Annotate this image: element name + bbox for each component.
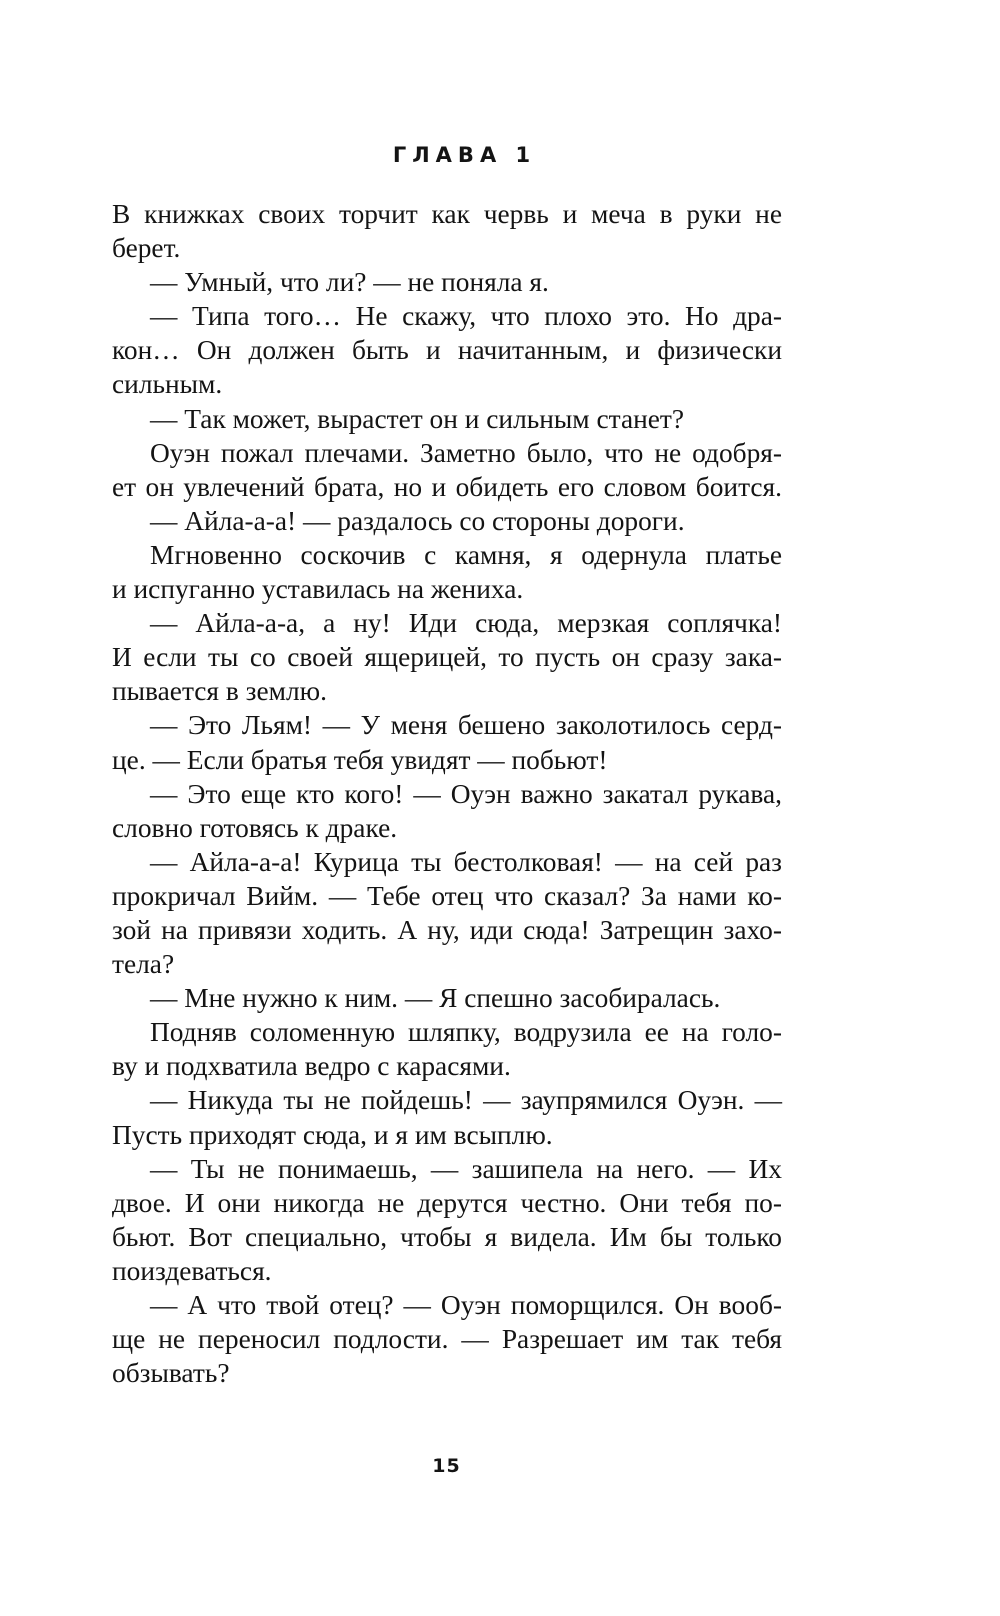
chapter-heading: ГЛАВА 1 bbox=[392, 143, 537, 167]
text-line: пывается в землю. bbox=[112, 676, 327, 707]
text-line: — Айла-а-а! Курица ты бестолковая! — на сей раз bbox=[150, 846, 782, 877]
text-line: Оуэн пожал плечами. Заметно было, что не одобря- bbox=[150, 437, 782, 468]
text-line: ву и подхватила ведро с карасями. bbox=[112, 1051, 511, 1082]
text-line: — Мне нужно к ним. — Я спешно засобиралась. bbox=[150, 983, 721, 1014]
text-line: — Ты не понимаешь, — зашипела на него. — Их bbox=[150, 1153, 782, 1184]
text-line: — Никуда ты не пойдешь! — заупрямился Оуэн. — bbox=[150, 1085, 782, 1116]
text-line: — Это еще кто кого! — Оуэн важно закатал рукава, bbox=[150, 778, 782, 809]
text-line: — Это Льям! — У меня бешено заколотилось серд- bbox=[150, 710, 782, 741]
text-line: — А что твой отец? — Оуэн поморщился. Он вооб- bbox=[150, 1290, 782, 1320]
text-line: — Так может, вырастет он и сильным станет? bbox=[150, 403, 685, 434]
text-line: зой на привязи ходить. А ну, иди сюда! Затрещин захо- bbox=[112, 914, 782, 945]
text-line: ще не переносил подлости. — Разрешает им так тебя bbox=[112, 1324, 782, 1355]
text-line: двое. И они никогда не дерутся честно. Они тебя по- bbox=[112, 1187, 782, 1218]
text-line: — Типа того… Не скажу, что плохо это. Но дра- bbox=[150, 301, 782, 332]
text-line: — Айла-а-а, а ну! Иди сюда, мерзкая соплячка! bbox=[150, 608, 782, 639]
text-line: поиздеваться. bbox=[112, 1255, 272, 1286]
text-line: ет он увлечений брата, но и обидеть его словом боится. bbox=[112, 471, 782, 502]
text-line: обзывать? bbox=[112, 1358, 230, 1389]
text-line: — Умный, что ли? — не поняла я. bbox=[150, 267, 549, 298]
text-line: берет. bbox=[112, 233, 181, 264]
text-line: Мгновенно соскочив с камня, я одернула платье bbox=[150, 539, 782, 570]
text-line: — Айла-а-а! — раздалось со стороны дороги. bbox=[150, 505, 685, 536]
text-line: прокричал Вийм. — Тебе отец что сказал? За нами ко- bbox=[112, 880, 782, 911]
text-line: Подняв соломенную шляпку, водрузила ее на голо- bbox=[150, 1017, 782, 1048]
text-line: Пусть приходят сюда, и я им всыплю. bbox=[112, 1119, 553, 1150]
text-line: В книжках своих торчит как червь и меча в руки не bbox=[112, 199, 782, 229]
body-text bbox=[112, 197, 782, 1390]
text-line: И если ты со своей ящерицей, то пусть он сразу зака- bbox=[112, 642, 782, 673]
text-line: и испуганно уставилась на жениха. bbox=[112, 574, 524, 605]
page-number: 15 bbox=[432, 1455, 461, 1477]
text-line: це. — Если братья тебя увидят — побьют! bbox=[112, 744, 608, 775]
text-line: тела? bbox=[112, 949, 175, 980]
text-line: бьют. Вот специально, чтобы я видела. Им бы только bbox=[112, 1221, 782, 1252]
text-line: словно готовясь к драке. bbox=[112, 812, 398, 843]
text-line: сильным. bbox=[112, 369, 223, 400]
text-line: кон… Он должен быть и начитанным, и физически bbox=[112, 335, 782, 366]
